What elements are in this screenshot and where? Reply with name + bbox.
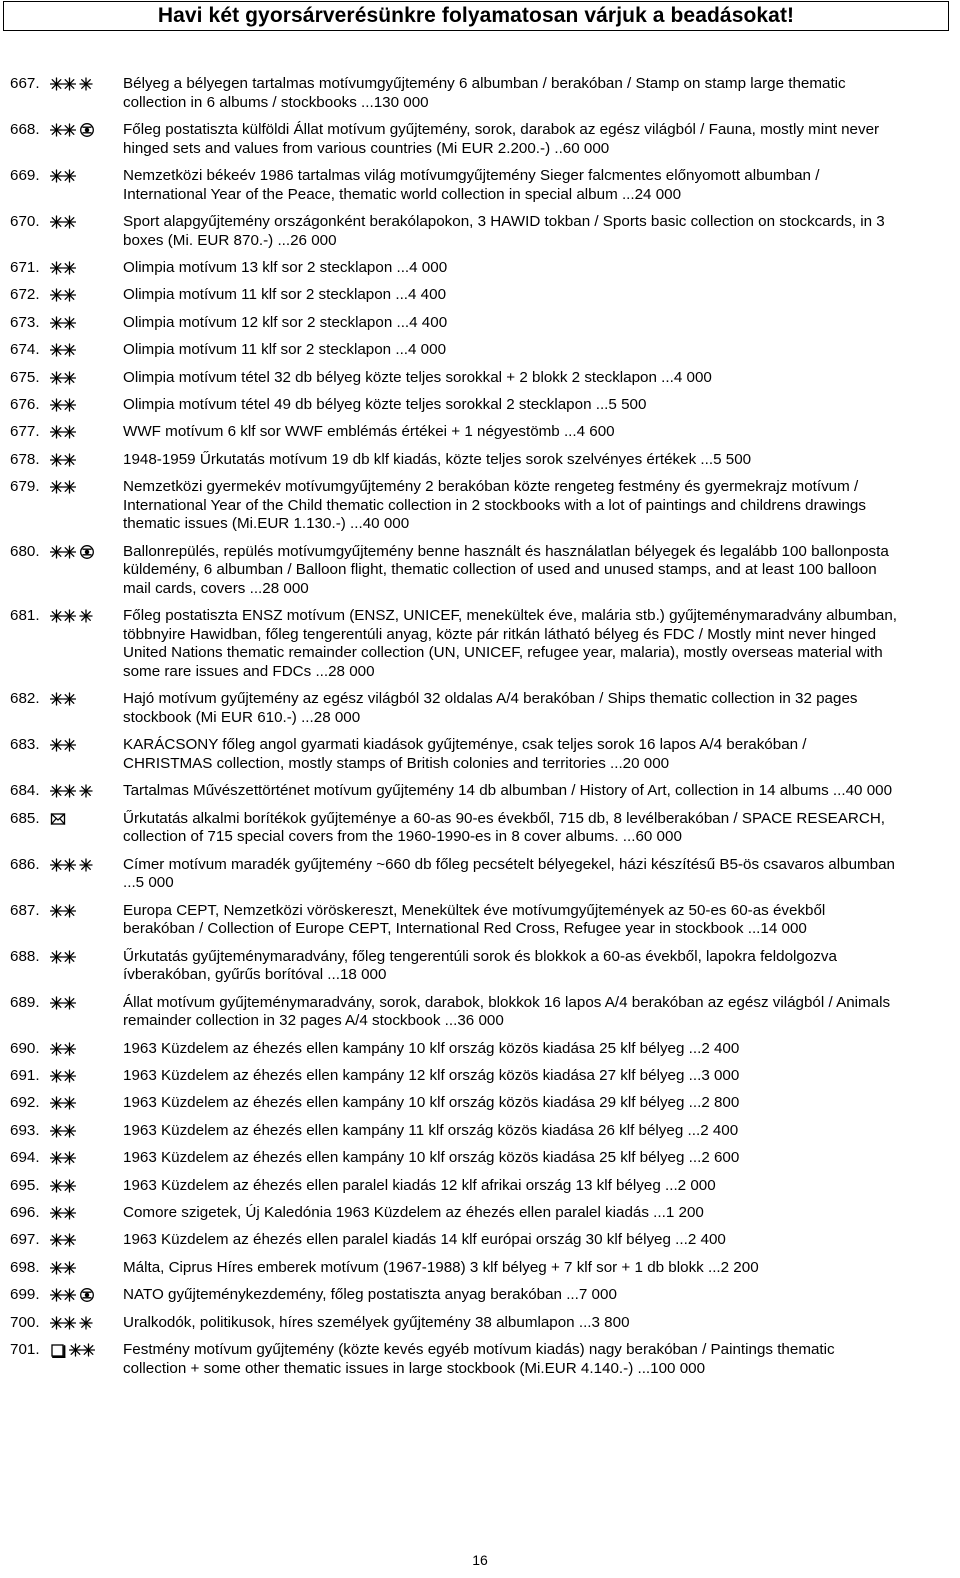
lot-description [123,1341,900,1378]
lot-number: 687. [10,901,40,919]
condition-symbols [50,479,76,495]
lot-description [123,423,900,442]
lot-number: 669. [10,166,40,184]
lot-price: 28 000 [328,663,375,680]
lot-item [10,423,900,442]
lot-item [10,1094,900,1113]
lot-text: Főleg postatiszta ENSZ motívum (ENSZ, UNICEF, menekültek éve, malária stb.) gyűjteménymaradvány albumban, többnyire Hawidban, főleg tengerentúli anyag, közte pár ritkán látható bélyeg és FDC / Mostly mint never hinged United Nations thematic remainder collection (UN, UNICEF, refugee year, malaria), mostly overseas material with some rare issues and FDCs ... [123,607,898,680]
lot-item [10,451,900,470]
lot-item [10,1067,900,1086]
lot-description [123,286,900,305]
mint-never-hinged-icon [50,544,76,560]
proof-square-icon [50,1342,66,1358]
lot-text: Címer motívum maradék gyűjtemény ~660 db főleg pecsételt bélyegekel, házi készítésű B5-ös csavaros albumban ... [123,855,896,892]
lot-item [10,314,900,333]
mint-never-hinged-icon [50,122,76,138]
lot-number: 670. [10,212,40,230]
lot-number: 672. [10,286,40,304]
mint-never-hinged-icon [50,397,76,413]
lot-price: 60 000 [635,828,682,846]
mint-never-hinged-icon [50,370,76,386]
mint-never-hinged-icon [50,608,76,624]
condition-symbols [50,397,76,413]
mint-never-hinged-icon [50,287,76,303]
mint-hinged-icon [79,1315,93,1331]
mint-never-hinged-icon [50,342,76,358]
lot-price: 100 000 [650,1359,706,1377]
mint-never-hinged-icon [50,949,76,965]
lot-text: Bélyeg a bélyegen tartalmas motívumgyűjtemény 6 albumban / berakóban / Stamp on stamp large thematic collection in 6 albums / stockbooks ... [123,75,846,111]
lot-description [123,690,900,727]
lot-item [10,1204,900,1223]
lot-item [10,948,900,985]
lot-description [123,948,900,985]
lot-number: 673. [10,313,40,331]
lot-item [10,121,900,158]
lot-text: Málta, Ciprus Híres emberek motívum (1967-1988) 3 klf bélyeg + 7 klf sor + 1 db blokk ... [123,1258,721,1276]
lot-description [123,736,900,773]
used-stamp-icon [79,1287,95,1303]
lot-description [123,810,900,847]
mint-never-hinged-icon [50,1041,76,1057]
lot-number: 676. [10,395,40,413]
condition-symbols [50,1123,76,1139]
lot-text: Olimpia motívum 11 klf sor 2 stecklapon ... [123,341,409,359]
condition-symbols [50,315,76,331]
lot-item [10,369,900,388]
mint-never-hinged-icon [50,857,76,873]
lot-price: 4 400 [408,286,447,304]
lot-text: Űrkutatás alkalmi borítékok gyűjteménye a 60-as 90-es évekből, 715 db, 8 levélberakóban / SPACE RESEARCH, collection of 715 special covers from the 1960-1990-es in 8 cover albums. ... [123,809,886,846]
mint-never-hinged-icon [69,1342,95,1358]
lot-number: 683. [10,736,40,754]
lot-price: 26 000 [290,231,337,249]
condition-symbols [50,544,95,560]
lot-item [10,736,900,773]
lot-number: 693. [10,1121,40,1139]
lot-price: 4 000 [673,368,712,386]
lot-price: 60 000 [562,139,610,157]
condition-symbols [50,168,76,184]
lot-item [10,1231,900,1250]
lot-description [123,856,900,893]
lot-description [123,1231,900,1250]
lot-description [123,396,900,415]
lot-price: 5 500 [608,395,647,413]
mint-never-hinged-icon [50,1260,76,1276]
lot-description [123,1204,900,1223]
mint-never-hinged-icon [50,424,76,440]
lot-number: 671. [10,258,40,276]
lot-text: 1963 Küzdelem az éhezés ellen paralel kiadás 14 klf európai ország 30 klf bélyeg ... [123,1231,688,1249]
lot-text: Sport alapgyűjtemény országonként berakólapokon, 3 HAWID tokban / Sports basic collection on stockcards, in 3 boxes (Mi. EUR 870.-) ... [123,212,885,249]
lot-price: 40 000 [362,515,410,533]
lot-text: Uralkodók, politikusok, híres személyek gyűjtemény 38 albumlapon ... [123,1313,592,1331]
lot-price: 3 800 [591,1313,630,1331]
lot-number: 699. [10,1286,40,1304]
lot-price: 2 400 [701,1039,740,1057]
mint-never-hinged-icon [50,260,76,276]
lot-item [10,396,900,415]
lot-text: Olimpia motívum 12 klf sor 2 stecklapon ... [123,313,410,331]
lot-text: Olimpia motívum tétel 49 db bélyeg közte teljes sorokkal 2 stecklapon ... [123,395,609,413]
condition-symbols [50,342,76,358]
mint-never-hinged-icon [50,1095,76,1111]
mint-never-hinged-icon [50,1315,76,1331]
lot-price: 7 000 [578,1286,617,1304]
condition-symbols [50,857,93,873]
lot-text: 1963 Küzdelem az éhezés ellen kampány 10 klf ország közös kiadása 29 klf bélyeg ... [123,1094,702,1112]
lot-number: 690. [10,1039,40,1057]
condition-symbols [50,287,76,303]
condition-symbols [50,1150,76,1166]
condition-symbols [50,76,93,92]
lot-description [123,1259,900,1278]
condition-symbols [50,452,76,468]
lot-number: 681. [10,607,40,625]
lot-item [10,213,900,250]
lot-text: Nemzetközi békeév 1986 tartalmas világ motívumgyűjtemény Sieger falcmentes előnyomott albumban / International Year of the Peace, thematic world collection in special album ... [123,166,820,203]
lot-price: 20 000 [622,754,670,772]
mint-never-hinged-icon [50,1123,76,1139]
lot-item [10,607,900,681]
condition-symbols [50,1260,76,1276]
condition-symbols [50,1095,76,1111]
lot-price: 28 000 [313,708,361,726]
lot-price: 2 400 [687,1231,726,1249]
lot-text: 1963 Küzdelem az éhezés ellen kampány 10 klf ország közös kiadása 25 klf bélyeg ... [123,1039,702,1057]
mint-never-hinged-icon [50,452,76,468]
lot-item [10,286,900,305]
condition-symbols [50,903,76,919]
header-banner: Havi két gyorsárverésünkre folyamatosan várjuk a beadásokat! [3,1,949,31]
condition-symbols [50,783,93,799]
lot-item [10,259,900,278]
lot-item [10,782,900,801]
mint-never-hinged-icon [50,168,76,184]
lot-description [123,314,900,333]
lot-description [123,213,900,250]
lot-description [123,341,900,360]
condition-symbols [50,1315,93,1331]
lot-item [10,75,900,112]
lot-description [123,902,900,939]
lot-text: Olimpia motívum 11 klf sor 2 stecklapon ... [123,286,409,304]
lot-item [10,1122,900,1141]
lot-number: 692. [10,1094,40,1112]
lot-text: 1963 Küzdelem az éhezés ellen paralel kiadás 12 klf afrikai ország 13 klf bélyeg ... [123,1176,678,1194]
mint-never-hinged-icon [50,737,76,753]
lot-number: 691. [10,1067,40,1085]
lot-price: 18 000 [339,966,387,984]
lot-price: 3 000 [701,1067,740,1085]
lot-text: Olimpia motívum tétel 32 db bélyeg közte teljes sorokkal + 2 blokk 2 stecklapon ... [123,368,674,386]
mint-never-hinged-icon [50,1150,76,1166]
lot-item [10,341,900,360]
mint-never-hinged-icon [50,315,76,331]
lot-price: 5 000 [135,874,174,892]
lot-number: 684. [10,782,40,800]
lot-number: 696. [10,1204,40,1222]
lot-text: KARÁCSONY főleg angol gyarmati kiadások gyűjteménye, csak teljes sorok 16 lapos A/4 berakóban / CHRISTMAS collection, mostly stamps of British colonies and territories ... [123,736,807,772]
lot-item [10,478,900,534]
lot-number: 686. [10,855,40,873]
lot-description [123,1067,900,1086]
lot-number: 680. [10,542,40,560]
lot-text: 1963 Küzdelem az éhezés ellen kampány 10 klf ország közös kiadása 25 klf bélyeg ... [123,1149,702,1167]
condition-symbols [50,608,93,624]
condition-symbols [50,1178,76,1194]
lot-description [123,1094,900,1113]
lot-item [10,1286,900,1305]
condition-symbols [50,1205,76,1221]
lot-number: 677. [10,423,40,441]
condition-symbols [50,811,66,827]
lot-text: NATO gyűjteménykezdemény, főleg postatiszta anyag berakóban ... [123,1286,579,1304]
condition-symbols [50,1232,76,1248]
lot-number: 701. [10,1340,40,1358]
mint-never-hinged-icon [50,995,76,1011]
lot-number: 700. [10,1313,40,1331]
lot-description [123,478,900,534]
condition-symbols [50,424,76,440]
lot-text: Comore szigetek, Új Kaledónia 1963 Küzdelem az éhezés ellen paralel kiadás ... [123,1204,666,1222]
lot-number: 675. [10,368,40,386]
lot-description [123,167,900,204]
lot-number: 679. [10,478,40,496]
lot-text: WWF motívum 6 klf sor WWF emblémás értékei + 1 négyestömb ... [123,423,577,441]
lot-price: 2 800 [701,1094,740,1112]
condition-symbols [50,1342,95,1358]
condition-symbols [50,949,76,965]
lot-item [10,1314,900,1333]
condition-symbols [50,214,76,230]
lot-number: 689. [10,993,40,1011]
lot-description [123,1177,900,1196]
lot-price: 4 000 [409,258,448,276]
lot-description [123,1286,900,1305]
lot-description [123,259,900,278]
mint-hinged-icon [79,783,93,799]
lot-number: 698. [10,1258,40,1276]
lot-description [123,75,900,112]
lot-number: 674. [10,341,40,359]
mint-never-hinged-icon [50,214,76,230]
lot-price: 1 200 [665,1204,704,1222]
lot-price: 4 400 [409,313,448,331]
mint-never-hinged-icon [50,1178,76,1194]
condition-symbols [50,737,76,753]
mint-hinged-icon [79,76,93,92]
lot-text: Hajó motívum gyűjtemény az egész világból 32 oldalas A/4 berakóban / Ships thematic collection in 32 pages stockbook (Mi EUR 610.-) ... [123,690,858,726]
lot-description [123,1149,900,1168]
lot-text: 1963 Küzdelem az éhezés ellen kampány 12 klf ország közös kiadása 27 klf bélyeg ... [123,1067,702,1085]
mint-never-hinged-icon [50,1287,76,1303]
lot-text: Nemzetközi gyermekév motívumgyűjtemény 2 berakóban közte rengeteg festmény és gyermekrajz motívum / International Year of the Child thematic collection in 2 stockbooks with a lot of paintings and childrens drawings thematic issues (Mi.EUR 1.130.-) ... [123,478,866,533]
lot-item [10,690,900,727]
lot-description [123,543,900,599]
lot-text: Főleg postatiszta külföldi Állat motívum gyűjtemény, sorok, darabok az egész világból / Fauna, mostly mint never hinged sets and values from various countries (Mi EUR 2.200.-) .. [123,120,880,157]
lot-item [10,1259,900,1278]
used-stamp-icon [79,122,95,138]
lot-item [10,856,900,893]
lot-price: 28 000 [262,579,309,597]
lot-item [10,1177,900,1196]
lot-number: 678. [10,450,40,468]
lot-price: 5 500 [713,450,752,468]
lot-text: Festmény motívum gyűjtemény (közte kevés egyéb motívum kiadás) nagy berakóban / Paintings thematic collection + some other thematic issues in large stockbook (Mi.EUR 4.140.-) ... [123,1340,835,1377]
lot-price: 40 000 [845,782,893,800]
lot-price: 2 600 [701,1149,740,1167]
lot-number: 688. [10,947,40,965]
lot-number: 668. [10,120,40,138]
lot-price: 24 000 [634,185,682,203]
mint-never-hinged-icon [50,76,76,92]
condition-symbols [50,691,76,707]
condition-symbols [50,1041,76,1057]
lot-text: 1963 Küzdelem az éhezés ellen kampány 11 klf ország közös kiadása 26 klf bélyeg ... [123,1121,701,1139]
lot-item [10,902,900,939]
lot-text: 1948-1959 Űrkutatás motívum 19 db klf kiadás, közte teljes sorok szelvényes értékek ... [123,450,714,468]
lot-item [10,810,900,847]
lot-price: 2 000 [677,1176,716,1194]
lot-item [10,1040,900,1059]
lot-number: 694. [10,1149,40,1167]
lot-description [123,1040,900,1059]
lot-description [123,607,900,681]
lot-price: 2 200 [720,1258,759,1276]
mint-never-hinged-icon [50,783,76,799]
page-number: 16 [472,1552,488,1568]
condition-symbols [50,1287,95,1303]
lot-description [123,994,900,1031]
lot-description [123,782,900,801]
lot-text: Olimpia motívum 13 klf sor 2 stecklapon ... [123,258,410,276]
lot-price: 4 000 [408,341,447,359]
lot-description [123,369,900,388]
mint-never-hinged-icon [50,1232,76,1248]
mint-never-hinged-icon [50,479,76,495]
lot-list [10,75,900,1387]
lot-number: 685. [10,809,40,827]
used-stamp-icon [79,544,95,560]
lot-item [10,994,900,1031]
lot-price: 130 000 [373,93,429,111]
lot-text: Europa CEPT, Nemzetközi vöröskereszt, Menekültek éve motívumgyűjtemények az 50-es 60-as évekből berakóban / Collection of Europe CEPT, International Red Cross, Refugee year in stockbook ... [123,901,826,938]
cover-envelope-icon [50,811,66,827]
mint-never-hinged-icon [50,1205,76,1221]
condition-symbols [50,995,76,1011]
mint-never-hinged-icon [50,903,76,919]
lot-number: 695. [10,1176,40,1194]
lot-text: Állat motívum gyűjteménymaradvány, sorok, darabok, blokkok 16 lapos A/4 berakóban az egész világból / Animals remainder collection in 32 pages A/4 stockbook ... [123,993,891,1030]
lot-price: 2 400 [700,1121,739,1139]
condition-symbols [50,260,76,276]
mint-never-hinged-icon [50,691,76,707]
lot-number: 667. [10,75,40,92]
mint-never-hinged-icon [50,1068,76,1084]
lot-item [10,1149,900,1168]
lot-description [123,1314,900,1333]
condition-symbols [50,1068,76,1084]
lot-item [10,1341,900,1378]
lot-price: 14 000 [760,920,807,938]
lot-number: 697. [10,1231,40,1249]
lot-price: 4 600 [576,423,615,441]
lot-item [10,167,900,204]
mint-hinged-icon [79,608,93,624]
condition-symbols [50,122,95,138]
lot-text: Tartalmas Művészettörténet motívum gyűjtemény 14 db albumban / History of Art, collection in 14 albums ... [123,782,846,800]
lot-description [123,451,900,470]
lot-item [10,543,900,599]
lot-text: Űrkutatás gyűjteménymaradvány, főleg tengerentúli sorok és blokkok a 60-as évekből, lapokra feldolgozva ívberakóban, gyűrűs borítóval ... [123,947,837,984]
lot-description [123,121,900,158]
lot-text: Ballonrepülés, repülés motívumgyűjtemény benne használt és használatlan bélyegek és legalább 100 ballonposta küldemény, 6 albumban / Balloon flight, thematic collection of used and unused stamps, and at least 100 balloon mail cards, covers ... [123,542,889,597]
mint-hinged-icon [79,857,93,873]
lot-number: 682. [10,690,40,708]
condition-symbols [50,370,76,386]
lot-description [123,1122,900,1141]
lot-price: 36 000 [457,1012,504,1030]
